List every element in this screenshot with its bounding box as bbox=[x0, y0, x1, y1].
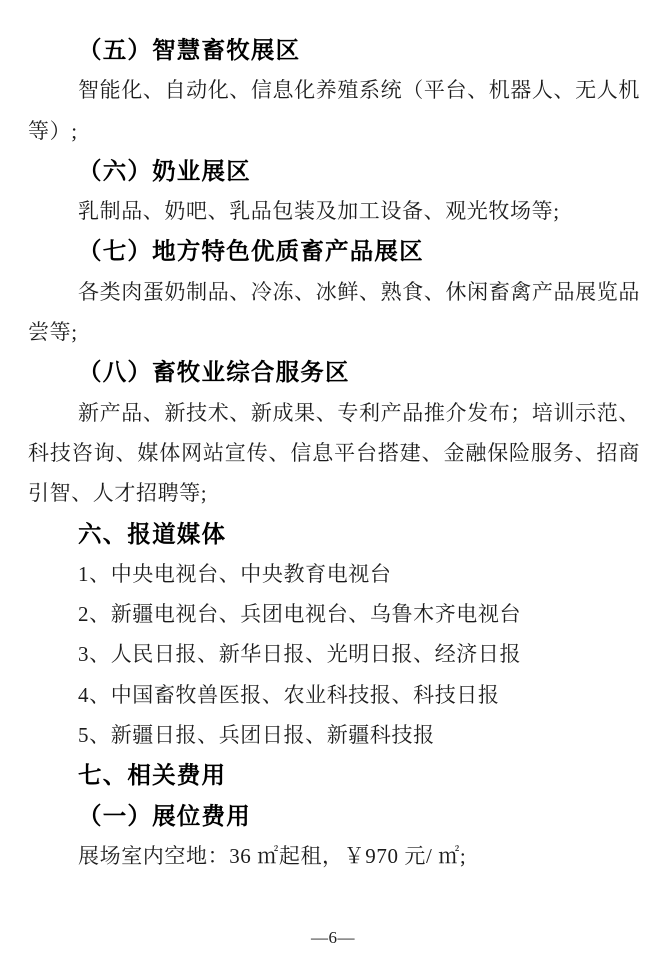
body-text-line: 尝等; bbox=[28, 320, 78, 345]
body-text-line: 各类肉蛋奶制品、冷冻、冰鲜、熟食、休闲畜禽产品展览品 bbox=[78, 279, 640, 304]
body-text-line: 智能化、自动化、信息化养殖系统（平台、机器人、无人机 bbox=[78, 78, 640, 103]
section-heading: （七）地方特色优质畜产品展区 bbox=[78, 238, 424, 265]
body-text-line: 4、中国畜牧兽医报、农业科技报、科技日报 bbox=[78, 682, 500, 707]
section-heading: （一）展位费用 bbox=[78, 802, 251, 829]
section-heading: （八）畜牧业综合服务区 bbox=[78, 359, 350, 386]
body-text-line: 科技咨询、媒体网站宣传、信息平台搭建、金融保险服务、招商 bbox=[28, 440, 640, 465]
document-body bbox=[28, 30, 640, 876]
body-text-line: 等）; bbox=[28, 118, 78, 143]
section-heading: 七、相关费用 bbox=[78, 762, 227, 789]
body-text-line: 乳制品、奶吧、乳品包装及加工设备、观光牧场等; bbox=[78, 199, 560, 224]
body-text-line: 3、人民日报、新华日报、光明日报、经济日报 bbox=[78, 642, 522, 667]
body-text-line: 1、中央电视台、中央教育电视台 bbox=[78, 561, 392, 586]
body-text-line: 引智、人才招聘等; bbox=[28, 481, 208, 506]
section-heading: （五）智慧畜牧展区 bbox=[78, 37, 301, 63]
section-heading: 六、报道媒体 bbox=[78, 520, 227, 547]
body-text-line: 5、新疆日报、兵团日报、新疆科技报 bbox=[78, 723, 435, 748]
page-number: —6— bbox=[311, 928, 355, 947]
body-text-line: 新产品、新技术、新成果、专利产品推介发布；培训示范、 bbox=[78, 400, 640, 425]
body-text-line: 展场室内空地：36 ㎡起租，￥970 元/ ㎡; bbox=[78, 843, 467, 868]
body-text-line: 2、新疆电视台、兵团电视台、乌鲁木齐电视台 bbox=[78, 602, 522, 627]
section-heading: （六）奶业展区 bbox=[78, 157, 251, 184]
